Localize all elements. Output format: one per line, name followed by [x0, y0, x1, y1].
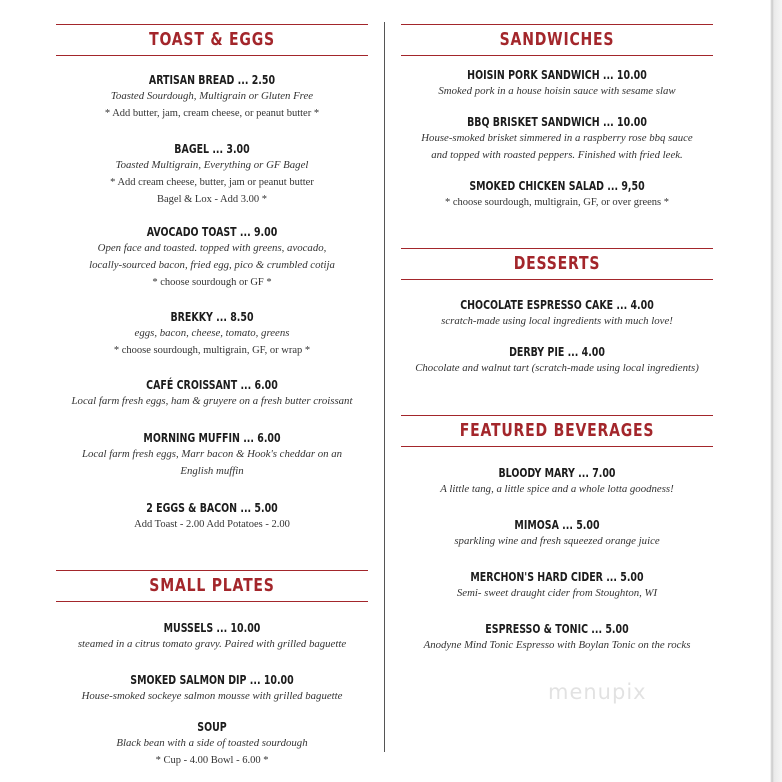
item-title: DERBY PIE ... 4.00	[509, 344, 605, 359]
item-note: * Add cream cheese, butter, jam or peanut butter	[110, 177, 314, 188]
item-note: * Add butter, jam, cream cheese, or peanut butter *	[104, 108, 320, 119]
page-edge	[748, 0, 782, 782]
item-title: BREKKY ... 8.50	[170, 309, 254, 324]
item-description: sparkling wine and fresh squeezed orange juice	[454, 535, 660, 547]
item-title: BBQ BRISKET SANDWICH ... 10.00	[467, 114, 647, 129]
menu-item-brekky	[42, 309, 382, 359]
item-note: * Cup - 4.00 Bowl - 6.00 *	[155, 755, 269, 766]
watermark-logo: menupix	[548, 680, 647, 704]
section-title: FEATURED BEVERAGES	[459, 420, 655, 441]
item-description: Anodyne Mind Tonic Espresso with Boylan Tonic on the rocks	[423, 639, 691, 651]
menu-item-chocolate-espresso-cake	[387, 297, 727, 330]
section-header-desserts	[401, 248, 713, 280]
item-title: 2 EGGS & BACON ... 5.00	[146, 500, 278, 515]
menu-item-bloody-mary	[387, 465, 727, 498]
section-title: SANDWICHES	[499, 29, 615, 50]
item-note: * choose sourdough or GF *	[152, 277, 272, 288]
item-description: House-smoked sockeye salmon mousse with grilled baguette	[81, 690, 343, 702]
item-description: Local farm fresh eggs, Marr bacon & Hook's cheddar on an	[81, 448, 343, 460]
menu-item-bagel	[42, 141, 382, 208]
item-note: * choose sourdough, multigrain, GF, or over greens *	[445, 197, 669, 208]
item-title: MORNING MUFFIN ... 6.00	[143, 430, 281, 445]
item-description: Chocolate and walnut tart (scratch-made using local ingredients)	[415, 362, 699, 374]
item-description: locally-sourced bacon, fried egg, pico & crumbled cotija	[89, 259, 335, 271]
item-note: Add Toast - 2.00 Add Potatoes - 2.00	[134, 519, 290, 530]
item-description: Semi- sweet draught cider from Stoughton, WI	[456, 587, 658, 599]
menu-item-avocado-toast	[42, 224, 382, 291]
item-title: SOUP	[197, 719, 227, 734]
section-header-featured-beverages	[401, 415, 713, 447]
menu-item-2-eggs-bacon	[42, 500, 382, 533]
item-description: eggs, bacon, cheese, tomato, greens	[134, 327, 290, 339]
menu-item-espresso-tonic	[387, 621, 727, 654]
item-title: BLOODY MARY ... 7.00	[498, 465, 616, 480]
item-title: MUSSELS ... 10.00	[163, 620, 261, 635]
item-title: SMOKED SALMON DIP ... 10.00	[130, 672, 294, 687]
section-title: SMALL PLATES	[149, 575, 275, 596]
section-header-toast-eggs	[56, 24, 368, 56]
item-description: Toasted Sourdough, Multigrain or Gluten Free	[110, 90, 314, 102]
item-title: ESPRESSO & TONIC ... 5.00	[485, 621, 629, 636]
item-description: Open face and toasted. topped with greens, avocado,	[97, 242, 327, 254]
menu-item-smoked-chicken-salad	[387, 178, 727, 211]
menu-item-mussels	[42, 620, 382, 653]
menu-item-hoisin-pork-sandwich	[387, 67, 727, 100]
item-description: A little tang, a little spice and a whole lotta goodness!	[440, 483, 674, 495]
item-description: Toasted Multigrain, Everything or GF Bagel	[115, 159, 309, 171]
item-description: Smoked pork in a house hoisin sauce with sesame slaw	[438, 85, 676, 97]
item-description: scratch-made using local ingredients with much love!	[441, 315, 673, 327]
item-title: BAGEL ... 3.00	[174, 141, 250, 156]
item-title: MIMOSA ... 5.00	[514, 517, 600, 532]
item-title: SMOKED CHICKEN SALAD ... 9,50	[469, 178, 645, 193]
section-title: DESSERTS	[513, 253, 601, 274]
item-title: ARTISAN BREAD ... 2.50	[148, 72, 276, 87]
section-header-small-plates	[56, 570, 368, 602]
section-title: TOAST & EGGS	[149, 29, 275, 50]
item-title: CHOCOLATE ESPRESSO CAKE ... 4.00	[460, 297, 654, 312]
item-description: steamed in a citrus tomato gravy. Paired with grilled baguette	[77, 638, 347, 650]
menu-item-merchons-hard-cider	[387, 569, 727, 602]
item-title: MERCHON'S HARD CIDER ... 5.00	[470, 569, 644, 584]
item-title: HOISIN PORK SANDWICH ... 10.00	[467, 67, 647, 82]
item-description: and topped with roasted peppers. Finished with fried leek.	[431, 149, 683, 161]
menu-item-mimosa	[387, 517, 727, 550]
item-note: * choose sourdough, multigrain, GF, or wrap *	[113, 345, 311, 356]
menu-item-derby-pie	[387, 344, 727, 377]
item-description: Black bean with a side of toasted sourdough	[116, 737, 308, 749]
menu-item-smoked-salmon-dip	[42, 672, 382, 705]
menu-item-cafe-croissant	[42, 377, 382, 410]
menu-item-bbq-brisket-sandwich	[387, 114, 727, 164]
item-title: CAFÉ CROISSANT ... 6.00	[146, 377, 278, 392]
item-description: English muffin	[180, 465, 244, 477]
menu-item-artisan-bread	[42, 72, 382, 122]
item-title: AVOCADO TOAST ... 9.00	[146, 224, 278, 239]
menu-item-soup	[42, 719, 382, 769]
item-description: House-smoked brisket simmered in a raspberry rose bbq sauce	[421, 132, 693, 144]
section-header-sandwiches	[401, 24, 713, 56]
item-note: Bagel & Lox - Add 3.00 *	[157, 194, 267, 205]
column-divider	[384, 22, 385, 752]
item-description: Local farm fresh eggs, ham & gruyere on a fresh butter croissant	[71, 395, 353, 407]
menu-item-morning-muffin	[42, 430, 382, 480]
